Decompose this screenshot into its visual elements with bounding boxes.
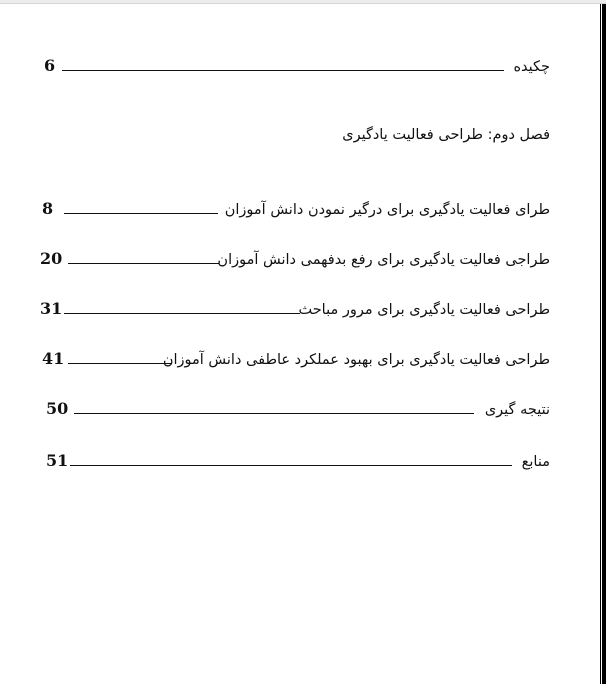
toc-leader-line [64,213,218,214]
toc-leader-line [68,263,219,264]
chapter-heading: فصل دوم: طراحی فعالیت یادگیری [342,127,550,143]
toc-leader-line [74,413,474,414]
toc-entry-title: طرای فعالیت یادگیری برای درگیر نمودن دانش آموزان [224,202,550,218]
toc-page-number: 8 [42,199,54,218]
window-top-strip [0,0,606,4]
toc-page-number: 51 [46,451,69,470]
toc-entry[interactable] [0,399,550,423]
toc-entry[interactable] [0,299,550,323]
toc-page-number: 41 [42,349,65,368]
toc-page-number: 50 [46,399,69,418]
toc-page-number: 20 [40,249,63,268]
toc-entry[interactable] [0,451,550,475]
toc-entry[interactable] [0,349,550,373]
toc-leader-line [70,465,512,466]
toc-entry[interactable] [0,199,550,223]
toc-entry[interactable] [0,249,550,273]
toc-leader-line [62,70,504,71]
toc-entry-title: طراجی فعالیت یادگیری برای رفع بدفهمی دانش آموزان [217,252,550,268]
toc-leader-line [68,363,172,364]
toc-entry-title: نتیجه گیری [484,402,550,418]
toc-page-number: 6 [44,56,56,75]
toc-entry-title: طراحی فعالیت یادگیری برای بهبود عملکرد عاطفی دانش آموزان [162,352,550,368]
page-border-thin [600,4,601,684]
toc-entry-title: منابع [521,454,550,470]
toc-entry-title: چکیده [513,59,550,75]
toc-leader-line [64,313,300,314]
toc-entry-title: طراحی فعالیت یادگیری برای مرور مباحث [298,302,550,318]
page-border-thick [602,4,606,684]
toc-page-number: 31 [40,299,63,318]
toc-entry-abstract[interactable] [0,56,550,80]
